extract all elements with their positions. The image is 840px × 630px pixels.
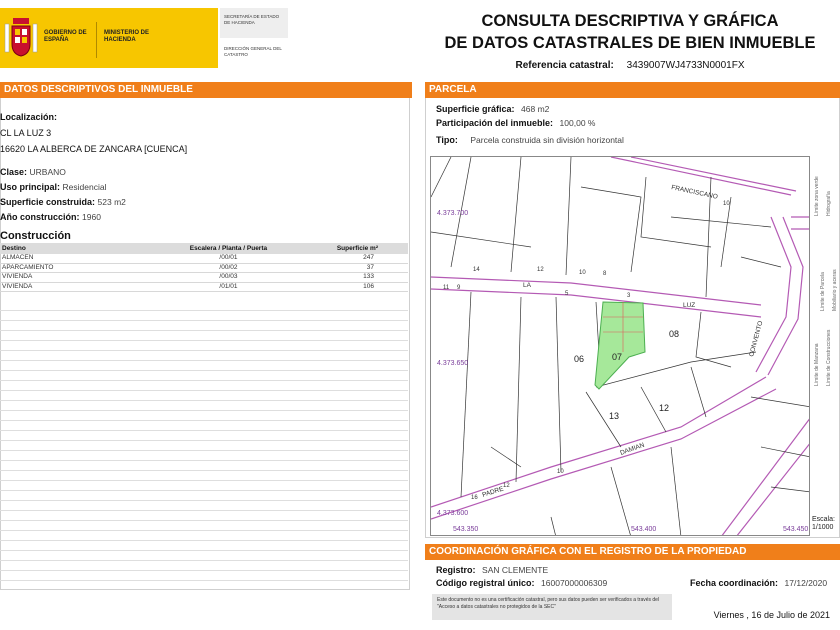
scale-value: 1/1000 xyxy=(812,524,834,531)
num-10b: 10 xyxy=(723,201,730,207)
legend-construcciones: Límite de Construcciones xyxy=(826,329,832,386)
num-14: 14 xyxy=(473,267,480,273)
cell-escalera: /01/01 xyxy=(163,282,294,292)
clase-field xyxy=(0,167,66,178)
sup-grafica-field xyxy=(436,104,549,115)
secretaria-block xyxy=(220,8,288,68)
cell-superficie: 37 xyxy=(294,263,408,273)
localizacion-label xyxy=(0,112,57,123)
participacion-field xyxy=(436,118,595,129)
cell-superficie: 247 xyxy=(294,254,408,263)
legend-zona-verde: Límite zona verde xyxy=(814,176,820,216)
sup-grafica-value: 468 m2 xyxy=(521,104,550,114)
descriptive-data-bar: DATOS DESCRIPTIVOS DEL INMUEBLE xyxy=(0,82,412,98)
ref-label: Referencia catastral: xyxy=(515,60,614,71)
parcel-06: 06 xyxy=(574,354,585,364)
address-line-1: CL LA LUZ 3 xyxy=(0,128,52,138)
cell-destino: VIVIENDA xyxy=(0,282,163,292)
fecha-field xyxy=(690,578,827,589)
cell-escalera: /00/01 xyxy=(163,254,294,263)
page-title xyxy=(430,10,830,54)
coord-x3: 543.450 xyxy=(783,526,809,533)
participacion-key: Participación del inmueble: xyxy=(436,118,554,128)
num-3: 3 xyxy=(627,293,631,299)
street-franciscano: FRANCISCANO xyxy=(670,184,719,201)
anio-key: Año construcción: xyxy=(0,212,80,222)
uso-key: Uso principal: xyxy=(0,182,61,192)
address-line-2: 16620 LA ALBERCA DE ZANCARA [CUENCA] xyxy=(0,144,188,154)
num-5: 5 xyxy=(565,291,569,297)
coord-y2: 4.373.650 xyxy=(437,360,469,367)
codigo-field xyxy=(436,578,607,589)
cadastral-map[interactable] xyxy=(430,156,810,536)
cell-destino: ALMACEN xyxy=(0,254,163,263)
gov-text: GOBIERNO DE ESPAÑA xyxy=(44,30,87,43)
clase-key: Clase: xyxy=(0,167,28,177)
tipo-field xyxy=(436,135,624,146)
parcela-bar: PARCELA xyxy=(425,82,840,98)
title-line-2: DE DATOS CATASTRALES DE BIEN INMUEBLE xyxy=(444,34,816,52)
map-scale xyxy=(812,516,840,532)
table-row xyxy=(0,263,408,273)
title-line-1: CONSULTA DESCRIPTIVA Y GRÁFICA xyxy=(481,12,779,30)
legend-mobiliario: Mobiliario y aceras xyxy=(832,269,838,311)
construccion-title: Construcción xyxy=(0,230,71,242)
document-date: Viernes , 16 de Julio de 2021 xyxy=(713,610,830,620)
parcel-13: 13 xyxy=(609,411,620,421)
clase-value: URBANO xyxy=(29,167,66,177)
secretaria-text: SECRETARÍA DE ESTADO DE HACIENDA xyxy=(220,8,288,38)
anio-value: 1960 xyxy=(82,212,101,222)
num-10: 10 xyxy=(579,270,586,276)
uso-field xyxy=(0,182,106,193)
coordinate-labels xyxy=(437,210,808,533)
num-16: 16 xyxy=(471,495,478,501)
street-damian: DAMIAN xyxy=(619,441,646,457)
cell-escalera: /00/03 xyxy=(163,273,294,283)
uso-value: Residencial xyxy=(62,182,107,192)
street-padre: PADRE xyxy=(481,485,505,499)
street-luz: LUZ xyxy=(683,302,696,309)
table-row xyxy=(0,254,408,263)
construction-table xyxy=(0,243,408,292)
localizacion-key: Localización: xyxy=(0,112,58,122)
num-10c: 10 xyxy=(557,469,564,475)
tipo-value: Parcela construida sin división horizontal xyxy=(470,135,624,145)
parcel-08: 08 xyxy=(669,329,680,339)
coord-x2: 543.400 xyxy=(631,526,657,533)
empty-table-rows xyxy=(0,301,408,590)
num-9: 9 xyxy=(457,285,461,291)
coord-y3: 4.373.600 xyxy=(437,510,469,517)
parcel-07: 07 xyxy=(612,352,623,362)
disclaimer-note: Este documento no es una certificación catastral, pero sus datos pueden ser verificados a través del "Acceso a datos catastrales no protegidos de la SEC" xyxy=(432,594,672,620)
tipo-key: Tipo: xyxy=(436,135,458,145)
cell-destino: VIVIENDA xyxy=(0,273,163,283)
num-11: 11 xyxy=(443,285,450,291)
col-destino: Destino xyxy=(0,243,163,254)
street-la: LA xyxy=(523,282,531,289)
coordinacion-bar: COORDINACIÓN GRÁFICA CON EL REGISTRO DE LA PROPIEDAD xyxy=(425,544,840,560)
scale-label: Escala: xyxy=(812,516,835,523)
cell-escalera: /00/02 xyxy=(163,263,294,273)
reference-line xyxy=(430,60,830,71)
table-row xyxy=(0,282,408,292)
table-row xyxy=(0,273,408,283)
sup-grafica-key: Superficie gráfica: xyxy=(436,104,515,114)
registro-value: SAN CLEMENTE xyxy=(482,565,549,575)
col-escalera: Escalera / Planta / Puerta xyxy=(163,243,294,254)
num-12b: 12 xyxy=(503,483,510,489)
legend-hidrografia: Hidrografía xyxy=(826,191,832,216)
legend-parcela: Límite de Parcela xyxy=(820,272,826,311)
logo-divider xyxy=(96,22,97,58)
fecha-key: Fecha coordinación: xyxy=(690,578,779,588)
coat-of-arms-icon xyxy=(4,14,38,62)
coord-y1: 4.373.700 xyxy=(437,210,469,217)
cell-superficie: 133 xyxy=(294,273,408,283)
superficie-value: 523 m2 xyxy=(97,197,126,207)
coord-x1: 543.350 xyxy=(453,526,479,533)
ministry-text: MINISTERIO DE HACIENDA xyxy=(104,30,150,43)
col-superficie: Superficie m² xyxy=(294,243,408,254)
registro-key: Registro: xyxy=(436,565,476,575)
num-12: 12 xyxy=(537,267,544,273)
parcel-12: 12 xyxy=(659,403,670,413)
fecha-value: 17/12/2020 xyxy=(784,578,828,588)
cell-destino: APARCAMIENTO xyxy=(0,263,163,273)
registro-field xyxy=(436,565,548,576)
num-8: 8 xyxy=(603,271,607,277)
superficie-field xyxy=(0,197,126,208)
map-drawing xyxy=(431,157,810,536)
cell-superficie: 106 xyxy=(294,282,408,292)
table-header-row xyxy=(0,243,408,254)
government-logo xyxy=(0,8,218,68)
participacion-value: 100,00 % xyxy=(559,118,596,128)
codigo-value: 16007000006309 xyxy=(541,578,608,588)
codigo-key: Código registral único: xyxy=(436,578,535,588)
ref-value: 3439007WJ4733N0001FX xyxy=(626,60,745,71)
direccion-text: DIRECCIÓN GENERAL DEL CATASTRO xyxy=(224,46,282,57)
anio-field xyxy=(0,212,101,223)
legend-manzana: Límite de Manzana xyxy=(814,343,820,386)
superficie-key: Superficie construida: xyxy=(0,197,96,207)
document-header xyxy=(0,0,840,78)
street-convento: CONVENTO xyxy=(748,320,765,358)
map-legend xyxy=(812,156,840,516)
